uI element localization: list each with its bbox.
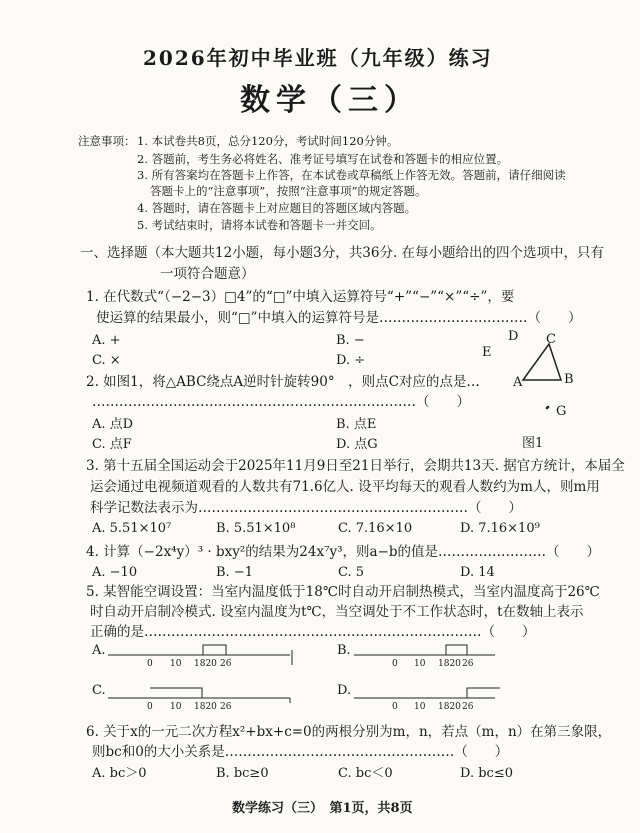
question-3-line: 科学记数法表示为……………………………………………………（ ）: [90, 500, 522, 516]
notes-label: 注意事项：: [78, 134, 136, 148]
tick-label: 0: [392, 659, 398, 669]
option-c: C. 点F: [92, 437, 132, 452]
question-5-line: 正确的是…………………………………………………………………（ ）: [90, 624, 536, 640]
tick-label: 10: [414, 659, 426, 669]
option-d: D. 点G: [336, 437, 378, 452]
figure-point-label: B: [564, 372, 574, 387]
question-6-line: 则bc和0的大小关系是……………………………………………（ ）: [92, 744, 509, 760]
option-a: A. bc＞0: [92, 766, 147, 781]
figure-point-label: E: [482, 345, 492, 360]
tick-label: 1820: [194, 702, 217, 712]
option-d: D. ÷: [336, 353, 366, 368]
option-d: D. 14: [460, 565, 495, 580]
figure-point-label: A: [513, 375, 523, 390]
option-c: C. 7.16×10: [338, 521, 413, 536]
note-item: 5. 考试结束时，请将本试卷和答题卡一并交回。: [137, 218, 382, 232]
question-2-line: 2. 如图1，将△ABC绕点A逆时针旋转90° ，则点C对应的点是…: [86, 374, 480, 390]
option-d: D. bc≤0: [460, 766, 513, 781]
note-item: 4. 答题时，请在答题卡上对应题目的答题区域内答题。: [137, 201, 417, 215]
note-item: 1. 本试卷共8页，总分120分，考试时间120分钟。: [137, 134, 399, 148]
option-b: B. 5.51×10⁸: [216, 521, 296, 536]
tick-label: 0: [147, 702, 153, 712]
tick-label: 26: [220, 659, 232, 669]
question-1-line: 使运算的结果最小，则“□”中填入的运算符号是……………………………（ ）: [96, 310, 582, 326]
option-b: B. bc≥0: [216, 766, 269, 781]
tick-label: 0: [392, 702, 398, 712]
question-3-line: 3. 第十五届全国运动会于2025年11月9日至21日举行，会期共13天. 据官方统计，本届全: [86, 458, 625, 474]
note-item: 3. 所有答案均在答题卡上作答，在本试卷或草稿纸上作答无效。答题前，请仔细阅读: [137, 168, 566, 182]
section-heading: 一、选择题（本大题共12小题，每小题3分，共36分. 在每小题给出的四个选项中，只有: [80, 245, 605, 261]
note-item: 答题卡上的“注意事项”，按照“注意事项”的规定答题。: [150, 184, 427, 198]
figure-point-label: C: [546, 332, 556, 347]
question-2-line: ………………………………………………………………（ ）: [92, 394, 470, 410]
question-1-line: 1. 在代数式“（−2−3）□4”的“□”中填入运算符号“+”“−”“×”“÷”，要: [86, 289, 515, 305]
figure-point-label: G: [556, 404, 567, 419]
question-3-line: 运会通过电视频道观看的人数共有71.6亿人. 设平均每天的观看人数约为m人，则m用: [90, 479, 600, 495]
section-heading-cont: 一项符合题意）: [160, 266, 255, 282]
option-c: C. bc＜0: [338, 766, 393, 781]
note-item: 2. 答题前，考生务必将姓名、准考证号填写在试卷和答题卡的相应位置。: [137, 152, 509, 166]
question-5-line: 时自动开启制冷模式. 设室内温度为t℃，当空调处于不工作状态时，t在数轴上表示: [90, 604, 584, 620]
option-c: C. 5: [338, 565, 365, 580]
page-subtitle: 数学（三）: [240, 83, 420, 118]
option-a: A. −10: [92, 565, 138, 580]
option-b: B. −: [336, 333, 365, 348]
tick-label: 26: [462, 659, 474, 669]
tick-label: 10: [414, 702, 426, 712]
tick-label: 10: [170, 702, 182, 712]
option-b: B. 点E: [336, 417, 377, 432]
option-a: A. 点D: [92, 417, 134, 432]
question-6-line: 6. 关于x的一元二次方程x²+bx+c=0的两根分别为m，n，若点（m，n）在第三象限，: [86, 724, 612, 740]
tick-label: 10: [170, 659, 182, 669]
figure-point-label: D: [508, 329, 519, 344]
tick-label: 0: [147, 659, 153, 669]
page-footer: 数学练习（三） 第1页，共8页: [232, 801, 413, 816]
option-a: A. +: [92, 333, 121, 348]
tick-label: 26: [462, 702, 474, 712]
option-a: A.: [92, 643, 106, 658]
tick-label: 1820: [438, 659, 461, 669]
page-title: 2026年初中毕业班（九年级）练习: [143, 46, 493, 70]
option-b: B.: [337, 643, 351, 658]
option-b: B. −1: [216, 565, 253, 580]
option-d: D. 7.16×10⁹: [460, 521, 540, 536]
option-c: C. ×: [92, 353, 121, 368]
option-a: A. 5.51×10⁷: [92, 521, 172, 536]
tick-label: 26: [220, 702, 232, 712]
option-d: D.: [337, 683, 352, 698]
option-c: C.: [92, 683, 106, 698]
tick-label: 1820: [438, 702, 461, 712]
question-5-line: 5. 某智能空调设置：当室内温度低于18℃时自动开启制热模式，当室内温度高于26℃: [86, 584, 600, 600]
figure-caption: 图1: [522, 436, 544, 451]
question-4-line: 4. 计算（−2x⁴y）³ · bxy²的结果为24x⁷y³，则a−b的值是……………………（ ）: [86, 544, 601, 560]
tick-label: 1820: [194, 659, 217, 669]
